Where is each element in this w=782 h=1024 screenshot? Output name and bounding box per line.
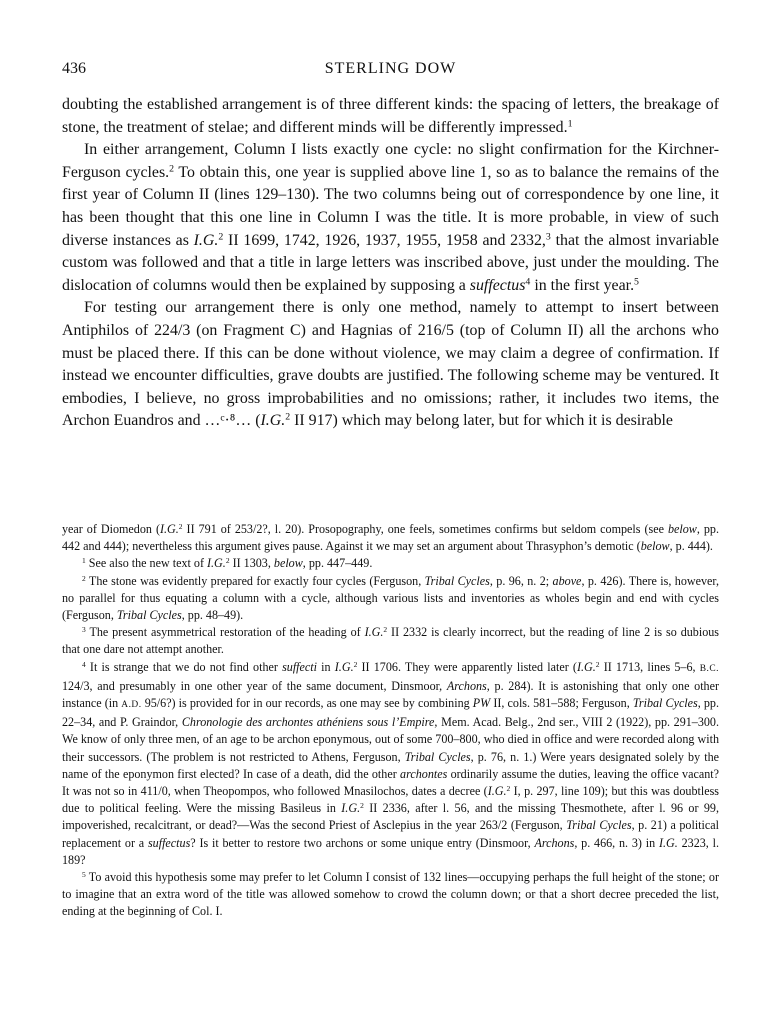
footnote-5: $^5$ To avoid this hypothesis some may prefer to let Column I consist of 132 lines—occupying perhaps the full height of the stone; or to imagine that an extra word of the title was allowed somehow to crowd the column down; or that a short decree preceded the list, ending at the beginning of Col. I. <box>62 869 719 919</box>
paragraph-1: doubting the established arrangement is of three different kinds: the spacing of letters, the breakage of stone, the treatment of stelae; and different minds will be differently impressed.$^1$ <box>62 96 719 136</box>
footnote-3: $^3$ The present asymmetrical restoration of the heading of I.G.$^2$ II 2332 is clearly incorrect, but the reading of line 2 is so dubious that one dare not attempt another. <box>62 625 719 657</box>
footnote-ref-5: 5 <box>634 276 639 288</box>
footnote-number: 3 <box>82 625 86 635</box>
footnote-4: $^4$ It is strange that we do not find other suffecti in I.G.$^2$ II 1706. They were apparently listed later (I.G.$^2$ II 1713, lines 5–6, B.C. 124/3, and presumably in one other year of the same document, Dinsmoor, Archons, p. 284). It is astonishing that only one other instance (in A.D. 95/6?) is provided for in our records, as one may see by combining PW II, cols. 581–588; Ferguson, Tribal Cycles, pp. 22–34, and P. Graindor, Chronologie des archontes athéniens sous l’Empire, Mem. Acad. Belg., 2nd ser., VIII 2 (1922), pp. 291–300. We know of only three men, of an age to be archon eponymous, out of some 700–800, who died in office and were recorded along with their successors. (The problem is not restricted to Athens, Ferguson, Tribal Cycles, p. 76, n. 1.) Were years designated solely by the name of the eponymon first elected? In case of a death, did the other archontes ordinarily assume the duties, leaving the office vacant? It was not so in 411/0, when Theopompos, who followed Mnasilochos, dates a decree (I.G.$^2$ I, p. 297, line 109); but this was doubtless due to political feeling. Were the missing Basileus in I.G.$^2$ II 2336, after l. 56, and the missing Thesmothete, after l. 96 or 99, impoverished, recalcitrant, or dead?—Was the second Priest of Asclepius in the year 263/2 (Ferguson, Tribal Cycles, p. 21) a political replacement or a suffectus? Is it better to restore two archons or some unique entry (Dinsmoor, Archons, p. 466, n. 3) in I.G. 2323, l. 189? <box>62 659 720 867</box>
page-number: 436 <box>62 60 86 77</box>
footnote-1: $^1$ See also the new text of I.G.$^2$ II 1303, below, pp. 447–449. <box>82 556 373 571</box>
footnote-ref-2: 2 <box>169 163 175 175</box>
lacuna-mark: …ᶜ·⁸… <box>204 412 252 430</box>
footnote-number: 5 <box>82 869 86 879</box>
paragraph-3: For testing our arrangement there is only one method, namely to attempt to insert between Antiphilos of 224/3 (on Fragment C) and Hagnias of 216/5 (top of Column II) all the archons who must be placed there. If this can be done without violence, we may claim a degree of confirmation. If instead we encounter difficulties, grave doubts are justified. The following scheme may be ventured. It embodies, I believe, no gross improbabilities and no omissions; rather, it includes two items, the Archon Euandros and …ᶜ·⁸… (I.G.$^2$ II 917) which may belong later, but for which it is desirable <box>62 299 719 430</box>
main-text <box>62 94 719 433</box>
footnote-2: $^2$ The stone was evidently prepared for exactly four cycles (Ferguson, Tribal Cycles, p. 96, n. 2; above, p. 426). There is, however, no parallel for thus equating a column with a cycle, although various lists and inventories as wholes begin and end with cycles (Ferguson, Tribal Cycles, pp. 48–49). <box>62 573 719 623</box>
footnote-ref-4: 4 <box>525 276 531 288</box>
footnote-ref-3: 3 <box>545 231 551 243</box>
footnote-number: 4 <box>82 659 86 669</box>
footnotes <box>62 521 719 921</box>
running-head <box>62 60 719 86</box>
footnote-continuation: year of Diomedon (I.G.$^2$ II 791 of 253/2?, l. 20). Prosopography, one feels, sometimes confirms but seldom compels (see below, pp. 442 and 444); nevertheless this argument gives pause. Against it we may set an argument about Thrasyphon’s demotic (below, p. 444). <box>62 521 720 554</box>
footnote-ref-1: 1 <box>567 118 573 130</box>
paragraph-2: In either arrangement, Column I lists exactly one cycle: no slight confirmation for the Kirchner-Ferguson cycles.$^2$ To obtain this, one year is supplied above line 1, so as to balance the remains of the first year of Column II (lines 129–130). The two columns being out of correspondence by one line, it has been thought that this one line in Column I was the title. It is more probable, in view of such diverse instances as I.G.$^2$ II 1699, 1742, 1926, 1937, 1955, 1958 and 2332,$^3$ that the almost invariable custom was followed and that a title in large letters was inscribed above, just under the moulding. The dislocation of columns would then be explained by supposing a suffectus$^4$ in the first year.$^5$ <box>62 141 719 294</box>
footnote-number: 2 <box>82 573 86 583</box>
footnote-number: 1 <box>82 556 86 566</box>
running-head-author: STERLING DOW <box>324 60 457 77</box>
